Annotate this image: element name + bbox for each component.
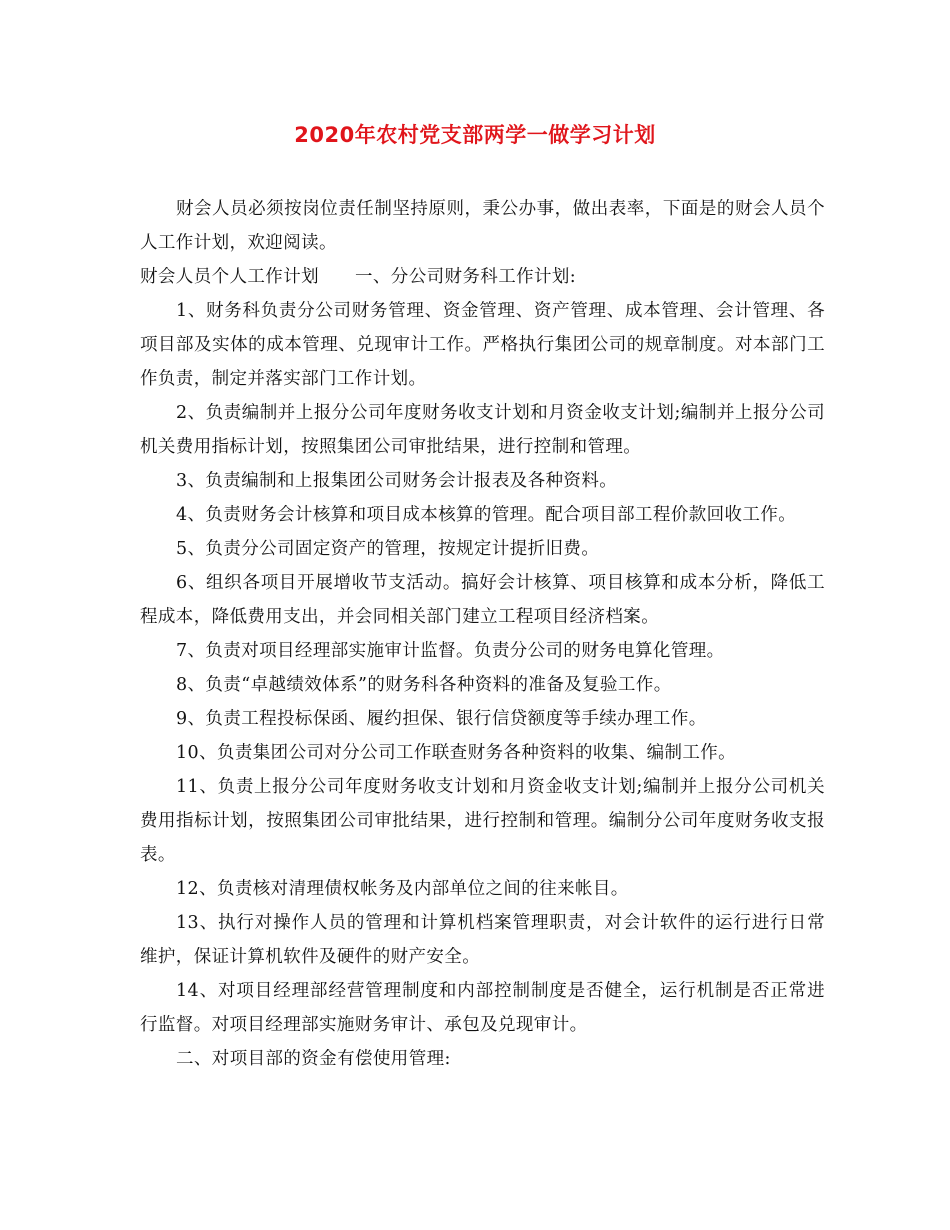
item-paragraph: 9、负责工程投标保函、履约担保、银行信贷额度等手续办理工作。: [176, 709, 707, 729]
item-paragraph: 4、负责财务会计核算和项目成本核算的管理。配合项目部工程价款回收工作。: [176, 505, 797, 525]
subhead-line: [140, 260, 825, 294]
item-paragraph: 14、对项目经理部经营管理制度和内部控制制度是否健全，运行机制是否正常进行监督。对项目经理部实施财务审计、承包及兑现审计。: [140, 981, 825, 1035]
intro-paragraph: 财会人员必须按岗位责任制坚持原则，秉公办事，做出表率，下面是的财会人员个人工作计划，欢迎阅读。: [140, 199, 825, 253]
section-heading: 二、对项目部的资金有偿使用管理:: [176, 1049, 451, 1069]
document-body: [140, 192, 825, 1076]
item-paragraph: 11、负责上报分公司年度财务收支计划和月资金收支计划;编制并上报分公司机关费用指标计划，按照集团公司审批结果，进行控制和管理。编制分公司年度财务收支报表。: [140, 777, 825, 865]
subhead-right: 一、分公司财务科工作计划:: [355, 267, 577, 287]
subhead-left: 财会人员个人工作计划: [140, 267, 319, 287]
item-paragraph: 8、负责“卓越绩效体系”的财务科各种资料的准备及复验工作。: [176, 675, 672, 695]
item-paragraph: 10、负责集团公司对分公司工作联查财务各种资料的收集、编制工作。: [176, 743, 737, 763]
item-paragraph: 12、负责核对清理债权帐务及内部单位之间的往来帐目。: [176, 879, 629, 899]
item-paragraph: 1、财务科负责分公司财务管理、资金管理、资产管理、成本管理、会计管理、各项目部及实体的成本管理、兑现审计工作。严格执行集团公司的规章制度。对本部门工作负责，制定并落实部门工作计划。: [140, 301, 825, 389]
item-paragraph: 2、负责编制并上报分公司年度财务收支计划和月资金收支计划;编制并上报分公司机关费用指标计划，按照集团公司审批结果，进行控制和管理。: [140, 403, 825, 457]
item-paragraph: 6、组织各项目开展增收节支活动。搞好会计核算、项目核算和成本分析，降低工程成本，降低费用支出，并会同相关部门建立工程项目经济档案。: [140, 573, 825, 627]
document-title: 2020年农村党支部两学一做学习计划: [294, 123, 656, 147]
item-paragraph: 7、负责对项目经理部实施审计监督。负责分公司的财务电算化管理。: [176, 641, 725, 661]
item-paragraph: 13、执行对操作人员的管理和计算机档案管理职责，对会计软件的运行进行日常维护，保证计算机软件及硬件的财产安全。: [140, 913, 825, 967]
item-paragraph: 5、负责分公司固定资产的管理，按规定计提折旧费。: [176, 539, 600, 559]
item-paragraph: 3、负责编制和上报集团公司财务会计报表及各种资料。: [176, 471, 618, 491]
